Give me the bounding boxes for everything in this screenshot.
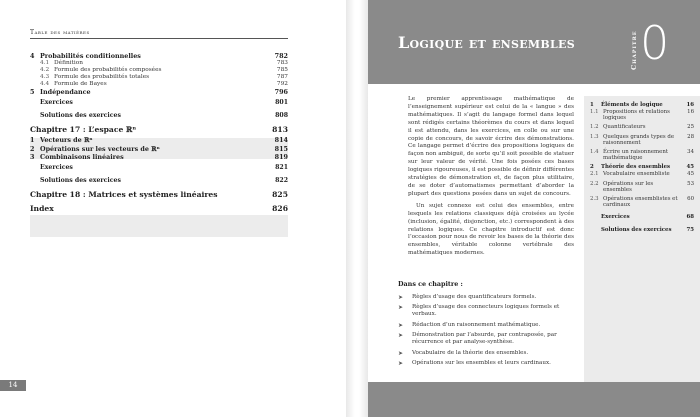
chapter-contents-title: Théorie des ensembles	[601, 164, 671, 171]
summary-item-text: Règles d’usage des quantificateurs formels.	[412, 294, 537, 300]
chapter-contents-page: 68	[686, 214, 694, 221]
summary-item-text: Règles d’usage des connecteurs logiques formels et verbaux.	[412, 304, 560, 318]
chapter-contents-title: Opérations ensemblistes et cardinaux	[603, 196, 678, 209]
toc-entry-page: 808	[275, 112, 288, 120]
toc-entry-title: Formule des probabilités totales	[54, 74, 150, 81]
summary-item-text: Vocabulaire de la théorie des ensembles.	[412, 349, 529, 356]
toc-entry-page: 822	[275, 176, 288, 184]
chapter-contents-entry	[590, 124, 694, 130]
chapter-contents-number: 1	[590, 102, 594, 108]
toc-entry-page: 801	[275, 99, 288, 107]
toc-entry-title: Formule des probabilités composées	[54, 67, 162, 74]
chapter-contents-entry	[590, 181, 694, 193]
chapter-contents-page: 34	[687, 149, 694, 156]
chapter-contents-entry	[590, 196, 694, 208]
chapter-contents-entry	[590, 227, 694, 234]
toc-entry-title: Probabilités conditionnelles	[40, 52, 141, 60]
intro-paragraph: Le premier apprentissage mathématique de l’enseignement supérieur est celui de la « langue » des mathématiques. Il s’agit du langage formel dans lequel sont rédigés certains théorèmes du cours et dans lequel il est attendu, dans les exercices, en colle ou sur une copie de concours, de savoir écrire des démonstrations. Ce langage permet d’écrire des propositions logiques de façon non ambiguë, de sorte qu’il soit possible de statuer sur leur valeur de vérité. Une fois posées ces bases logiques rigoureuses, il est possible de définir différentes stratégies de démonstration et, de façon plus utilitaire, de se doter d’automatismes permettant d’aborder la plupart des questions posées dans un sujet de concours.	[408, 96, 574, 197]
toc-entry-number: 1	[30, 136, 35, 145]
toc-entry	[30, 187, 288, 201]
chapter-contents-number: 1.3	[590, 133, 599, 140]
summary-item	[398, 322, 584, 329]
summary-item	[398, 360, 584, 367]
chapter-contents-page: 16	[686, 102, 694, 108]
toc-entry-title: Chapitre 18 : Matrices et systèmes linéaires	[30, 189, 218, 199]
toc-entry-page: 787	[276, 74, 288, 81]
toc-entry-number: 3	[30, 152, 35, 161]
toc-entry-title: Chapitre 17 : L’espace ℝⁿ	[30, 125, 137, 135]
chapter-contents-title: Éléments de logique	[601, 102, 663, 108]
toc-entry-title: Opérations sur les vecteurs de ℝⁿ	[40, 144, 160, 153]
toc-entry-page: 782	[274, 52, 288, 60]
chapter-contents-number: 2.3	[590, 196, 599, 203]
chapter-contents-title: Quelques grands types de raisonnement	[603, 133, 675, 146]
toc-entry-number: 5	[30, 88, 35, 97]
summary-item	[398, 304, 584, 318]
summary-item	[398, 350, 584, 357]
chapter-contents-title: Solutions des exercices	[601, 227, 672, 234]
summary-item-text: Démonstration par l’absurde, par contraposée, par récurrence et par analyse-synthèse.	[412, 332, 557, 346]
toc-entry-number: 4.3	[40, 74, 50, 81]
summary-title: Dans ce chapitre :	[398, 280, 463, 288]
chapter-contents-page: 28	[687, 133, 694, 140]
toc-entry	[30, 145, 288, 153]
toc-entry-title: Exercices	[40, 99, 73, 107]
book-gutter	[346, 0, 368, 417]
chapter-contents-number: 1.2	[590, 124, 599, 131]
toc-entry	[30, 109, 288, 122]
chapter-label: Chapitre	[630, 30, 638, 70]
toc-entry	[30, 81, 288, 88]
toc-entry	[30, 136, 288, 144]
chapter-contents-entry	[590, 214, 694, 221]
toc-entry-page: 821	[275, 163, 288, 171]
toc-entry	[30, 74, 288, 81]
summary-item	[398, 294, 584, 301]
left-page	[0, 0, 346, 417]
toc-entry-number: 4.2	[40, 67, 50, 74]
chapter-contents-entry	[590, 109, 694, 121]
toc-entry-title: Exercices	[40, 163, 73, 171]
arrow-bullet-icon: ➤	[398, 349, 404, 357]
toc-entry-title: Solutions des exercices	[40, 112, 121, 120]
chapter-contents-number: 2	[590, 164, 594, 171]
toc-entry-number: 4	[30, 52, 35, 60]
arrow-bullet-icon: ➤	[398, 321, 404, 329]
summary-item	[398, 332, 584, 346]
toc-entry-page: 819	[274, 152, 288, 161]
toc-entry-page: 783	[276, 60, 288, 67]
chapter-contents-entry	[590, 149, 694, 161]
intro-paragraph: Un sujet connexe est celui des ensembles, entre lesquels les relations classiques déjà croisées au lycée (inclusion, égalité, disjonction, etc.) correspondent à des relations logiques. Ce chapitre introductif est donc l’occasion pour nous de revoir les bases de la théorie des ensembles, véritable colonne vertébrale des mathématiques modernes.	[408, 202, 574, 257]
toc-entry-number: 2	[30, 144, 35, 153]
chapter-contents-entry	[590, 102, 694, 109]
chapter-contents-entry	[590, 134, 694, 146]
chapter-contents-number: 1.4	[590, 149, 599, 156]
chapter-contents-title: Quantificateurs	[603, 124, 646, 131]
chapter-contents-title: Propositions et relations logiques	[603, 109, 670, 122]
toc-entry	[30, 161, 288, 174]
chapter-contents-page: 25	[687, 124, 694, 131]
chapter-title: Logique et ensembles	[398, 33, 575, 52]
toc-entry-number: 4.4	[40, 81, 50, 88]
chapter-contents-page: 53	[687, 180, 694, 187]
arrow-bullet-icon: ➤	[398, 294, 404, 301]
toc-entry-page: 792	[276, 81, 288, 88]
head-rule	[30, 38, 288, 39]
toc-entry-title: Formule de Bayes	[54, 81, 107, 88]
chapter-contents-title: Vocabulaire ensembliste	[603, 171, 670, 178]
toc-entry	[30, 201, 288, 215]
toc-entry	[30, 174, 288, 187]
toc-entry	[30, 153, 288, 161]
toc-entry-title: Vecteurs de ℝⁿ	[40, 136, 93, 145]
footer-band	[368, 382, 700, 417]
page-number: 14	[0, 380, 26, 391]
summary-item-text: Rédaction d’un raisonnement mathématique.	[412, 321, 541, 328]
chapter-contents-page: 45	[687, 171, 694, 178]
table-of-contents	[30, 52, 288, 215]
chapter-contents-number: 1.1	[590, 109, 599, 115]
chapter-contents-page: 75	[686, 227, 694, 234]
chapter-contents-number: 2.2	[590, 180, 599, 187]
summary-item-text: Opérations sur les ensembles et leurs cardinaux.	[412, 359, 551, 366]
chapter-contents-page: 16	[687, 109, 694, 115]
arrow-bullet-icon: ➤	[398, 332, 404, 340]
summary-list	[398, 294, 584, 367]
chapter-header-band	[368, 0, 700, 84]
arrow-bullet-icon: ➤	[398, 304, 404, 312]
toc-entry-number: 4.1	[40, 60, 50, 67]
chapter-band	[30, 215, 288, 237]
toc-entry-title: Solutions des exercices	[40, 176, 121, 184]
chapter-contents-page: 45	[686, 164, 694, 171]
chapter-contents	[584, 96, 700, 386]
toc-entry-title: Combinaisons linéaires	[40, 152, 124, 161]
toc-entry	[30, 122, 288, 136]
running-head: Table des matières	[30, 29, 90, 36]
chapter-number: 0	[640, 16, 670, 70]
right-page	[368, 0, 700, 417]
chapter-contents-number: 2.1	[590, 171, 599, 178]
chapter-summary	[398, 280, 584, 370]
toc-entry	[30, 52, 288, 60]
toc-entry-title: Définition	[54, 60, 83, 67]
chapter-contents-page: 60	[687, 196, 694, 203]
chapter-contents-entry	[590, 171, 694, 177]
toc-entry-page: 826	[272, 203, 288, 213]
chapter-introduction	[408, 96, 574, 262]
toc-entry	[30, 88, 288, 96]
arrow-bullet-icon: ➤	[398, 359, 404, 367]
toc-entry-page: 814	[274, 136, 288, 145]
toc-entry-page: 785	[276, 67, 288, 74]
toc-entry-title: Indépendance	[40, 88, 91, 97]
toc-entry-page: 815	[274, 144, 288, 153]
toc-entry-page: 825	[272, 189, 288, 199]
toc-entry	[30, 96, 288, 109]
toc-entry-title: Index	[30, 203, 54, 213]
chapter-contents-entry	[590, 164, 694, 171]
chapter-contents-title: Exercices	[601, 214, 630, 221]
chapter-contents-title: Opérations sur les ensembles	[603, 180, 654, 193]
chapter-contents-title: Écrire un raisonnement mathématique	[603, 149, 668, 162]
toc-entry-page: 796	[274, 88, 288, 97]
toc-entry-page: 813	[272, 125, 288, 135]
